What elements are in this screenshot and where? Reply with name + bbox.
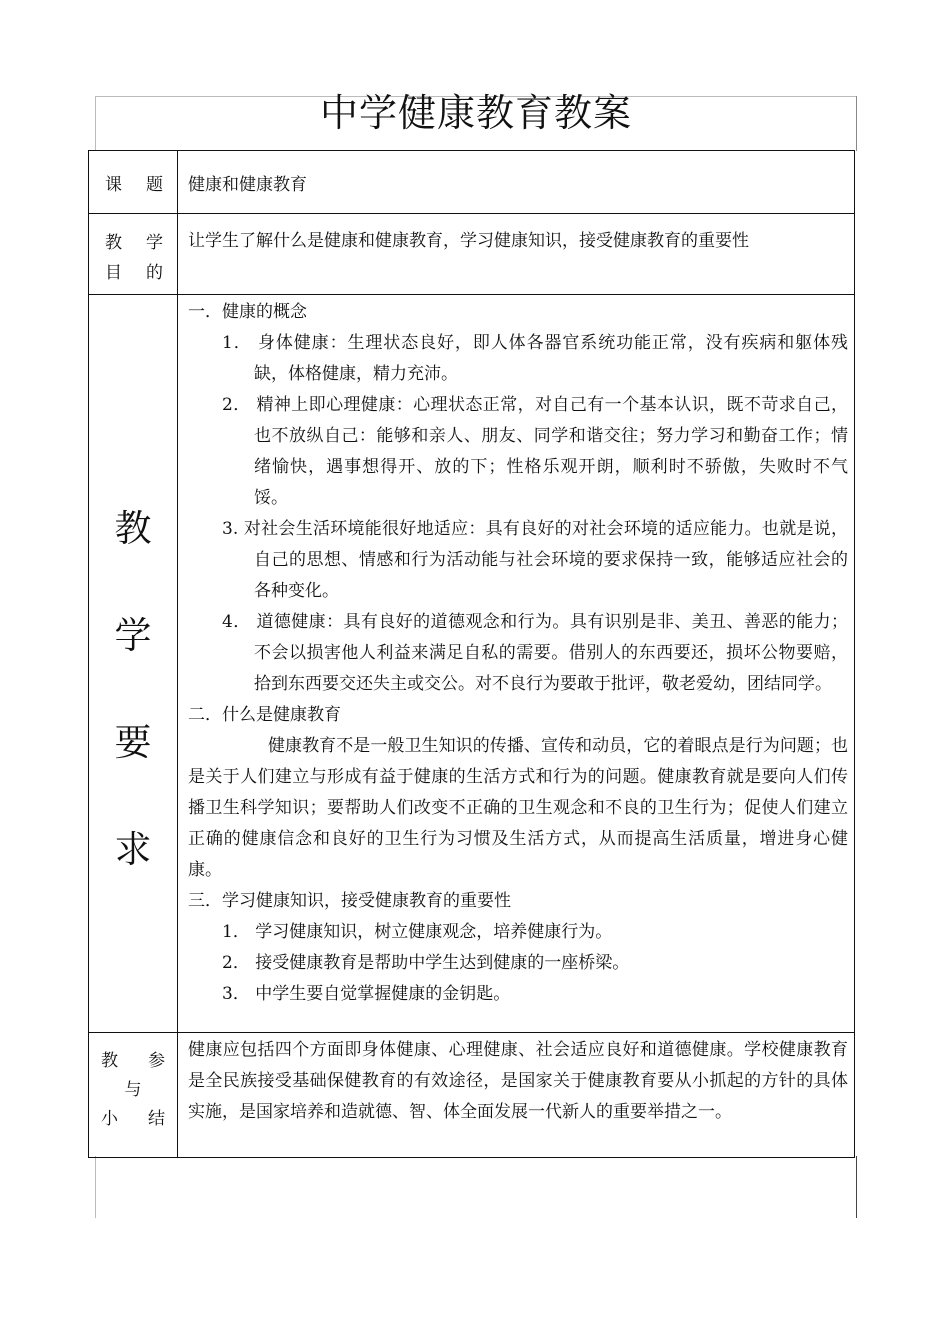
goal-label-char: 学 <box>146 233 163 253</box>
lesson-plan-table <box>88 150 855 1158</box>
requirements-label-cell <box>89 295 178 1033</box>
summary-row <box>89 1033 855 1158</box>
summary-value-cell <box>178 1033 855 1158</box>
topic-label-cell <box>89 151 178 214</box>
requirements-row <box>89 295 855 1033</box>
goal-label-cell <box>89 214 178 295</box>
topic-label-char: 题 <box>146 175 163 195</box>
goal-label-char: 教 <box>105 233 122 253</box>
section-heading: 一．健康的概念 <box>188 302 307 322</box>
summary-value: 健康应包括四个方面即身体健康、心理健康、社会适应良好和道德健康。学校健康教育是全民族接受基础保健教育的有效途径，是国家关于健康教育要从小抓起的方针的具体实施，是国家培养和造就德、智、体全面发展一代新人的重要举措之一。 <box>188 1040 848 1122</box>
topic-value-cell <box>178 151 855 214</box>
summary-label-char: 教 <box>101 1051 118 1071</box>
requirements-label-char: 求 <box>114 828 152 871</box>
frame-right-line-bottom <box>856 1156 857 1218</box>
section-paragraph: 健康教育不是一般卫生知识的传播、宣传和动员，它的着眼点是行为问题；也是关于人们建立与形成有益于健康的生活方式和行为的问题。健康教育就是要向人们传播卫生科学知识；要帮助人们改变不正确的卫生观念和不良的卫生行为；促使人们建立正确的健康信念和良好的卫生行为习惯及生活方式，从而提高生活质量，增进身心健康。 <box>188 736 848 880</box>
page-title: 中学健康教育教案 <box>319 91 632 135</box>
topic-label-char: 课 <box>105 175 122 195</box>
summary-label-char: 参 <box>148 1051 165 1071</box>
summary-label-char: 小 <box>101 1109 118 1129</box>
requirements-label-char: 教 <box>114 507 152 550</box>
goal-label-char: 目 <box>105 263 122 283</box>
goal-row <box>89 214 855 295</box>
list-item: 2． 接受健康教育是帮助中学生达到健康的一座桥梁。 <box>222 953 630 973</box>
list-item: 3. 对社会生活环境能很好地适应：具有良好的对社会环境的适应能力。也就是说，自己的思想、情感和行为活动能与社会环境的要求保持一致，能够适应社会的各种变化。 <box>222 519 848 601</box>
requirements-content-cell <box>178 295 855 1033</box>
summary-label-cell <box>89 1033 178 1158</box>
requirements-label-char: 学 <box>114 614 152 657</box>
section-heading: 三．学习健康知识，接受健康教育的重要性 <box>188 891 511 911</box>
list-item: 1． 身体健康：生理状态良好，即人体各器官系统功能正常，没有疾病和躯体残缺，体格健康，精力充沛。 <box>222 333 848 384</box>
summary-label-char: 与 <box>124 1080 142 1100</box>
summary-label-char: 结 <box>148 1109 165 1129</box>
requirements-label-char: 要 <box>114 721 152 764</box>
goal-value-cell <box>178 214 855 295</box>
list-item: 3． 中学生要自觉掌握健康的金钥匙。 <box>222 984 511 1004</box>
topic-row <box>89 151 855 214</box>
goal-label-char: 的 <box>146 263 163 283</box>
list-item: 4． 道德健康：具有良好的道德观念和行为。具有识别是非、美丑、善恶的能力；不会以损害他人利益来满足自私的需要。借别人的东西要还，损坏公物要赔，拾到东西要交还失主或交公。对不良行为要敢于批评，敬老爱幼，团结同学。 <box>222 612 848 694</box>
section-heading: 二．什么是健康教育 <box>188 705 341 725</box>
goal-value: 让学生了解什么是健康和健康教育，学习健康知识，接受健康教育的重要性 <box>188 231 749 251</box>
topic-value: 健康和健康教育 <box>188 175 307 195</box>
list-item: 1． 学习健康知识，树立健康观念，培养健康行为。 <box>222 922 613 942</box>
frame-left-line-bottom <box>95 1156 96 1218</box>
list-item: 2． 精神上即心理健康：心理状态正常，对自己有一个基本认识，既不苛求自己，也不放纵自己：能够和亲人、朋友、同学和谐交往；努力学习和勤奋工作；情绪愉快，遇事想得开、放的下；性格乐观开朗，顺利时不骄傲，失败时不气馁。 <box>222 395 848 508</box>
